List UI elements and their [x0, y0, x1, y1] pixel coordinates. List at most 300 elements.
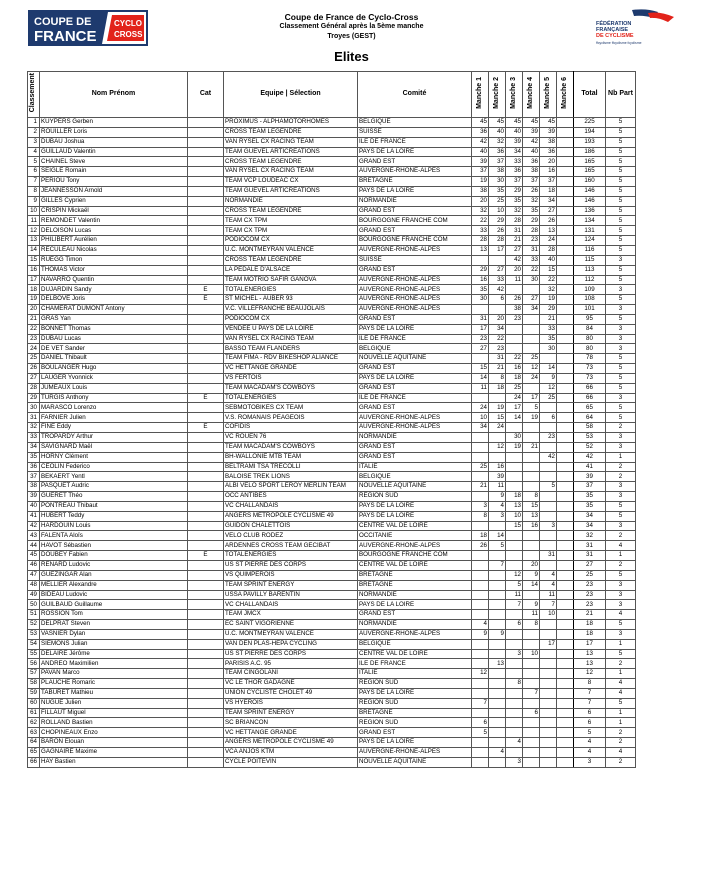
team-cell: V.C. VILLEFRANCHE BEAUJOLAIS	[224, 305, 358, 315]
manche-6-cell	[557, 196, 574, 206]
manche-4-cell	[523, 629, 540, 639]
table-row	[28, 452, 636, 462]
team-cell: TEAM VCP LOUDEAC CX	[224, 177, 358, 187]
rank-cell: 37	[28, 472, 40, 482]
col-nb-part: Nb Part	[606, 72, 636, 118]
col-team: Equipe | Sélection	[224, 72, 358, 118]
total-cell: 13	[574, 659, 606, 669]
manche-4-cell: 13	[523, 511, 540, 521]
manche-3-cell	[506, 423, 523, 433]
rank-cell: 1	[28, 118, 40, 128]
manche-3-cell: 24	[506, 393, 523, 403]
team-cell: TOTALENERGIES	[224, 285, 358, 295]
table-row	[28, 324, 636, 334]
nb-part-cell: 5	[606, 127, 636, 137]
manche-1-cell	[472, 433, 489, 443]
nb-part-cell: 5	[606, 147, 636, 157]
committee-cell: BELGIQUE	[358, 472, 472, 482]
manche-4-cell	[523, 423, 540, 433]
committee-cell: CENTRE VAL DE LOIRE	[358, 521, 472, 531]
table-row	[28, 216, 636, 226]
total-cell: 146	[574, 196, 606, 206]
manche-1-cell: 45	[472, 118, 489, 128]
table-row	[28, 206, 636, 216]
manche-6-cell	[557, 570, 574, 580]
manche-3-cell	[506, 285, 523, 295]
committee-cell: NOUVELLE AQUITAINE	[358, 354, 472, 364]
rank-cell: 55	[28, 649, 40, 659]
table-row	[28, 118, 636, 128]
committee-cell: REGION SUD	[358, 679, 472, 689]
manche-4-cell	[523, 738, 540, 748]
manche-3-cell: 45	[506, 118, 523, 128]
manche-1-cell: 13	[472, 245, 489, 255]
manche-4-cell: 30	[523, 275, 540, 285]
manche-5-cell: 18	[540, 186, 557, 196]
event-location: Troyes (GEST)	[327, 33, 376, 40]
cat-cell: E	[188, 285, 224, 295]
committee-cell: GRAND EST	[358, 610, 472, 620]
rank-cell: 13	[28, 236, 40, 246]
cat-cell	[188, 501, 224, 511]
rank-cell: 57	[28, 669, 40, 679]
name-cell: HUBERT Teddy	[40, 511, 188, 521]
manche-6-cell	[557, 501, 574, 511]
manche-3-cell: 18	[506, 373, 523, 383]
manche-4-cell: 21	[523, 442, 540, 452]
table-row	[28, 137, 636, 147]
total-cell: 5	[574, 728, 606, 738]
manche-3-cell: 26	[506, 295, 523, 305]
name-cell: GUERET Théo	[40, 492, 188, 502]
manche-6-cell	[557, 157, 574, 167]
cat-cell	[188, 324, 224, 334]
table-row	[28, 659, 636, 669]
manche-5-cell: 16	[540, 167, 557, 177]
manche-4-cell: 11	[523, 610, 540, 620]
manche-5-cell: 12	[540, 383, 557, 393]
committee-cell: GRAND EST	[358, 728, 472, 738]
table-row	[28, 757, 636, 767]
team-cell: TEAM MACADAM'S COWBOYS	[224, 383, 358, 393]
team-cell: PARISIS A.C. 95	[224, 659, 358, 669]
manche-5-cell	[540, 511, 557, 521]
team-cell: ARDENNES CROSS TEAM GECIBAT	[224, 541, 358, 551]
nb-part-cell: 5	[606, 511, 636, 521]
rank-cell: 62	[28, 718, 40, 728]
cat-cell	[188, 698, 224, 708]
manche-2-cell	[489, 738, 506, 748]
manche-4-cell: 39	[523, 127, 540, 137]
manche-6-cell	[557, 610, 574, 620]
committee-cell: NOUVELLE AQUITAINE	[358, 757, 472, 767]
committee-cell: BELGIQUE	[358, 639, 472, 649]
rank-cell: 12	[28, 226, 40, 236]
manche-5-cell	[540, 629, 557, 639]
col-total: Total	[574, 72, 606, 118]
manche-5-cell	[540, 354, 557, 364]
manche-6-cell	[557, 728, 574, 738]
cat-cell	[188, 127, 224, 137]
manche-6-cell	[557, 442, 574, 452]
manche-5-cell: 35	[540, 334, 557, 344]
col-cat: Cat	[188, 72, 224, 118]
team-cell: US ST PIERRE DES CORPS	[224, 560, 358, 570]
manche-1-cell: 30	[472, 295, 489, 305]
manche-3-cell	[506, 748, 523, 758]
manche-1-cell	[472, 560, 489, 570]
manche-5-cell: 25	[540, 393, 557, 403]
col-manche-5: Manche 5	[540, 72, 557, 118]
manche-6-cell	[557, 482, 574, 492]
name-cell: THOMAS Victor	[40, 265, 188, 275]
team-cell: PROXIMUS - ALPHAMOTORHOMES	[224, 118, 358, 128]
manche-4-cell	[523, 748, 540, 758]
manche-5-cell: 14	[540, 364, 557, 374]
manche-6-cell	[557, 305, 574, 315]
rank-cell: 34	[28, 442, 40, 452]
manche-5-cell: 31	[540, 551, 557, 561]
manche-6-cell	[557, 639, 574, 649]
manche-1-cell: 37	[472, 167, 489, 177]
table-row	[28, 344, 636, 354]
manche-6-cell	[557, 334, 574, 344]
committee-cell: BELGIQUE	[358, 118, 472, 128]
nb-part-cell: 4	[606, 748, 636, 758]
nb-part-cell: 5	[606, 403, 636, 413]
rank-cell: 33	[28, 433, 40, 443]
rank-cell: 49	[28, 590, 40, 600]
manche-2-cell: 12	[489, 442, 506, 452]
manche-5-cell: 32	[540, 285, 557, 295]
name-cell: NAVARRO Quentin	[40, 275, 188, 285]
team-cell: PODIOCOM CX	[224, 236, 358, 246]
name-cell: JUMEAUX Louis	[40, 383, 188, 393]
nb-part-cell: 1	[606, 551, 636, 561]
col-committee: Comité	[358, 72, 472, 118]
total-cell: 17	[574, 639, 606, 649]
team-cell: ALBI VELO SPORT LEROY MERLIN TEAM	[224, 482, 358, 492]
cat-cell	[188, 255, 224, 265]
standings-body	[28, 118, 636, 768]
nb-part-cell: 1	[606, 639, 636, 649]
total-cell: 73	[574, 373, 606, 383]
manche-5-cell	[540, 728, 557, 738]
committee-cell: AUVERGNE-RHONE-ALPES	[358, 167, 472, 177]
nb-part-cell: 5	[606, 265, 636, 275]
team-cell: TEAM MOTRIO SAFIR GANOVA	[224, 275, 358, 285]
total-cell: 64	[574, 413, 606, 423]
table-row	[28, 472, 636, 482]
rank-cell: 60	[28, 698, 40, 708]
cat-cell	[188, 305, 224, 315]
name-cell: RENARD Ludovic	[40, 560, 188, 570]
total-cell: 39	[574, 472, 606, 482]
name-cell: FARNIER Julien	[40, 413, 188, 423]
cat-cell	[188, 442, 224, 452]
name-cell: PASQUET Audric	[40, 482, 188, 492]
manche-2-cell: 38	[489, 167, 506, 177]
nb-part-cell: 5	[606, 196, 636, 206]
manche-3-cell: 18	[506, 492, 523, 502]
manche-1-cell	[472, 570, 489, 580]
nb-part-cell: 1	[606, 718, 636, 728]
name-cell: ROUILLER Loris	[40, 127, 188, 137]
manche-5-cell: 20	[540, 157, 557, 167]
rank-cell: 25	[28, 354, 40, 364]
page-subtitle: Classement Général après la 5ème manche	[279, 23, 424, 30]
team-cell: CYCLE POITEVIN	[224, 757, 358, 767]
nb-part-cell: 3	[606, 629, 636, 639]
table-row	[28, 600, 636, 610]
nb-part-cell: 3	[606, 590, 636, 600]
nb-part-cell: 2	[606, 423, 636, 433]
total-cell: 115	[574, 255, 606, 265]
committee-cell: AUVERGNE-RHONE-ALPES	[358, 541, 472, 551]
manche-1-cell	[472, 551, 489, 561]
manche-3-cell: 39	[506, 137, 523, 147]
manche-6-cell	[557, 236, 574, 246]
table-row	[28, 167, 636, 177]
nb-part-cell: 2	[606, 728, 636, 738]
table-row	[28, 147, 636, 157]
committee-cell: NORMANDIE	[358, 433, 472, 443]
manche-2-cell: 4	[489, 501, 506, 511]
manche-6-cell	[557, 255, 574, 265]
table-row	[28, 285, 636, 295]
name-cell: HARDOUIN Louis	[40, 521, 188, 531]
table-row	[28, 433, 636, 443]
manche-1-cell: 6	[472, 718, 489, 728]
nb-part-cell: 1	[606, 708, 636, 718]
manche-6-cell	[557, 531, 574, 541]
team-cell: SEBMOTOBIKES CX TEAM	[224, 403, 358, 413]
manche-2-cell	[489, 452, 506, 462]
manche-4-cell: 6	[523, 708, 540, 718]
total-cell: 41	[574, 462, 606, 472]
table-row	[28, 245, 636, 255]
manche-5-cell	[540, 472, 557, 482]
total-cell: 146	[574, 186, 606, 196]
manche-3-cell: 6	[506, 620, 523, 630]
manche-4-cell: 19	[523, 413, 540, 423]
manche-4-cell	[523, 472, 540, 482]
manche-6-cell	[557, 373, 574, 383]
team-cell: BASSO TEAM FLANDERS	[224, 344, 358, 354]
total-cell: 66	[574, 383, 606, 393]
name-cell: GUEZINGAR Alan	[40, 570, 188, 580]
rank-cell: 20	[28, 305, 40, 315]
manche-5-cell	[540, 669, 557, 679]
table-row	[28, 482, 636, 492]
cat-cell	[188, 186, 224, 196]
nb-part-cell: 2	[606, 560, 636, 570]
manche-3-cell: 31	[506, 226, 523, 236]
manche-1-cell: 5	[472, 728, 489, 738]
rank-cell: 52	[28, 620, 40, 630]
manche-1-cell	[472, 679, 489, 689]
team-cell: VC HETTANGE GRANDE	[224, 728, 358, 738]
table-row	[28, 688, 636, 698]
nb-part-cell: 3	[606, 285, 636, 295]
committee-cell: AUVERGNE-RHONE-ALPES	[358, 285, 472, 295]
rank-cell: 21	[28, 314, 40, 324]
manche-1-cell	[472, 393, 489, 403]
committee-cell: GRAND EST	[358, 226, 472, 236]
nb-part-cell: 5	[606, 364, 636, 374]
table-row	[28, 698, 636, 708]
manche-6-cell	[557, 147, 574, 157]
team-cell: US ST PIERRE DES CORPS	[224, 649, 358, 659]
manche-5-cell: 40	[540, 255, 557, 265]
manche-2-cell: 11	[489, 482, 506, 492]
team-cell: VCA ANJOS KTM	[224, 748, 358, 758]
manche-3-cell	[506, 659, 523, 669]
team-cell: TEAM JMCX	[224, 610, 358, 620]
manche-5-cell: 28	[540, 245, 557, 255]
name-cell: DUJARDIN Sandy	[40, 285, 188, 295]
manche-2-cell: 34	[489, 324, 506, 334]
manche-1-cell: 16	[472, 275, 489, 285]
manche-2-cell: 36	[489, 147, 506, 157]
name-cell: MELLIER Alexandre	[40, 580, 188, 590]
manche-4-cell: 8	[523, 620, 540, 630]
manche-6-cell	[557, 718, 574, 728]
name-cell: KUYPERS Gerben	[40, 118, 188, 128]
manche-2-cell: 29	[489, 216, 506, 226]
manche-3-cell	[506, 324, 523, 334]
team-cell: TEAM FIMA - RDV BIKESHOP ALIANCE	[224, 354, 358, 364]
committee-cell: GRAND EST	[358, 403, 472, 413]
manche-3-cell: 16	[506, 364, 523, 374]
manche-4-cell: 27	[523, 295, 540, 305]
manche-1-cell	[472, 659, 489, 669]
committee-cell: BOURGOGNE FRANCHE COM	[358, 236, 472, 246]
nb-part-cell: 5	[606, 226, 636, 236]
total-cell: 23	[574, 580, 606, 590]
name-cell: DUBAU Joshua	[40, 137, 188, 147]
cat-cell	[188, 265, 224, 275]
cat-cell	[188, 639, 224, 649]
name-cell: DELPRAT Steven	[40, 620, 188, 630]
cat-cell	[188, 590, 224, 600]
table-row	[28, 314, 636, 324]
manche-5-cell	[540, 501, 557, 511]
rank-cell: 32	[28, 423, 40, 433]
manche-1-cell: 26	[472, 541, 489, 551]
manche-6-cell	[557, 127, 574, 137]
cat-cell	[188, 718, 224, 728]
committee-cell: PAYS DE LA LOIRE	[358, 738, 472, 748]
manche-4-cell	[523, 757, 540, 767]
manche-2-cell: 25	[489, 196, 506, 206]
total-cell: 34	[574, 521, 606, 531]
nb-part-cell: 5	[606, 206, 636, 216]
manche-3-cell	[506, 639, 523, 649]
manche-2-cell: 33	[489, 275, 506, 285]
cat-cell	[188, 373, 224, 383]
manche-4-cell	[523, 590, 540, 600]
nb-part-cell: 4	[606, 610, 636, 620]
manche-3-cell: 14	[506, 413, 523, 423]
total-cell: 13	[574, 649, 606, 659]
name-cell: GRAS Yan	[40, 314, 188, 324]
manche-5-cell: 36	[540, 147, 557, 157]
name-cell: CHAMERAT DUMONT Antony	[40, 305, 188, 315]
name-cell: TURGIS Anthony	[40, 393, 188, 403]
manche-1-cell: 17	[472, 324, 489, 334]
name-cell: PAVAN Marco	[40, 669, 188, 679]
rank-cell: 3	[28, 137, 40, 147]
manche-4-cell: 20	[523, 560, 540, 570]
nb-part-cell: 3	[606, 521, 636, 531]
manche-3-cell	[506, 669, 523, 679]
committee-cell: AUVERGNE-RHONE-ALPES	[358, 423, 472, 433]
cat-cell	[188, 314, 224, 324]
nb-part-cell: 5	[606, 157, 636, 167]
table-row	[28, 521, 636, 531]
manche-2-cell: 24	[489, 423, 506, 433]
committee-cell: GRAND EST	[358, 452, 472, 462]
manche-5-cell: 24	[540, 236, 557, 246]
committee-cell: AUVERGNE-RHONE-ALPES	[358, 245, 472, 255]
manche-5-cell	[540, 748, 557, 758]
manche-4-cell: 9	[523, 570, 540, 580]
manche-4-cell: 9	[523, 600, 540, 610]
cat-cell	[188, 531, 224, 541]
committee-cell: PAYS DE LA LOIRE	[358, 147, 472, 157]
total-cell: 165	[574, 167, 606, 177]
manche-4-cell: 25	[523, 354, 540, 364]
logo-line-1: COUPE DE	[34, 16, 92, 28]
cat-cell	[188, 452, 224, 462]
cat-cell	[188, 245, 224, 255]
ffc-social: ffcyclisme ffcyclisme fcyclisme	[596, 41, 642, 45]
committee-cell: AUVERGNE-RHONE-ALPES	[358, 748, 472, 758]
manche-2-cell: 7	[489, 560, 506, 570]
manche-1-cell	[472, 452, 489, 462]
logo-line-2: FRANCE	[34, 28, 97, 45]
team-cell: TEAM CINGOLANI	[224, 669, 358, 679]
rank-cell: 59	[28, 688, 40, 698]
manche-2-cell: 37	[489, 157, 506, 167]
manche-2-cell	[489, 570, 506, 580]
name-cell: FALENTA Aloïs	[40, 531, 188, 541]
rank-cell: 44	[28, 541, 40, 551]
total-cell: 37	[574, 482, 606, 492]
nb-part-cell: 5	[606, 649, 636, 659]
name-cell: JEANNESSON Arnold	[40, 186, 188, 196]
manche-6-cell	[557, 354, 574, 364]
manche-5-cell	[540, 659, 557, 669]
manche-4-cell	[523, 344, 540, 354]
manche-5-cell: 6	[540, 413, 557, 423]
manche-6-cell	[557, 285, 574, 295]
table-row	[28, 462, 636, 472]
manche-1-cell: 22	[472, 216, 489, 226]
table-row	[28, 551, 636, 561]
rank-cell: 35	[28, 452, 40, 462]
team-cell: SC BRIANCON	[224, 718, 358, 728]
manche-1-cell: 34	[472, 423, 489, 433]
manche-2-cell	[489, 305, 506, 315]
team-cell: VELO CLUB RODEZ	[224, 531, 358, 541]
manche-1-cell: 39	[472, 157, 489, 167]
rank-cell: 9	[28, 196, 40, 206]
cat-cell	[188, 669, 224, 679]
manche-4-cell	[523, 482, 540, 492]
table-row	[28, 413, 636, 423]
